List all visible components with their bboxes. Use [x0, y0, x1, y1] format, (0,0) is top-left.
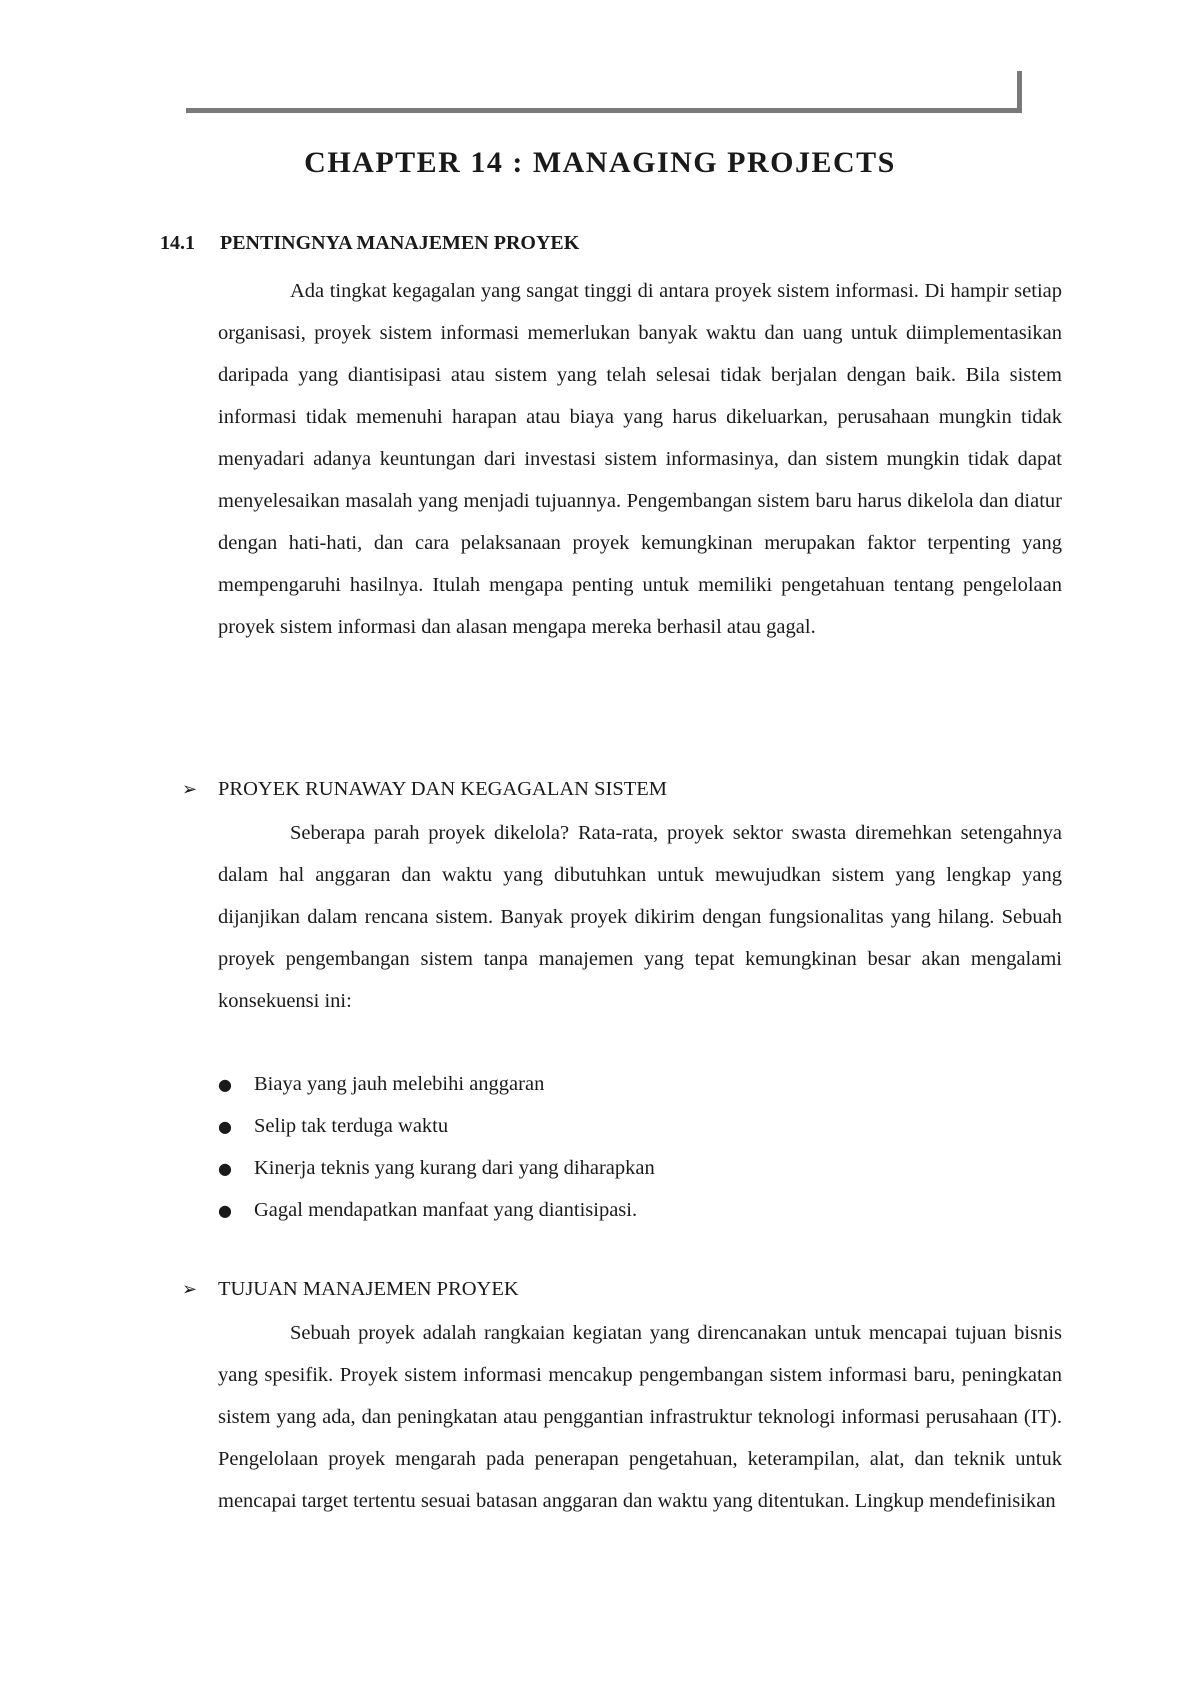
section-title: PENTINGNYA MANAJEMEN PROYEK — [220, 232, 580, 254]
list-item — [218, 1105, 1062, 1147]
subsection-goals-heading — [182, 1278, 519, 1301]
list-item-text: Gagal mendapatkan manfaat yang diantisipasi. — [254, 1199, 638, 1221]
chapter-title: CHAPTER 14 : MANAGING PROJECTS — [304, 146, 896, 179]
subsection-goals-title: TUJUAN MANAJEMEN PROYEK — [218, 1278, 519, 1300]
section-number: 14.1 — [160, 232, 195, 254]
subsection-runaway-title: PROYEK RUNAWAY DAN KEGAGALAN SISTEM — [218, 778, 667, 800]
subsection-goals-paragraph-text: Sebuah proyek adalah rangkaian kegiatan yang direncanakan untuk mencapai tujuan bisnis yang spesifik. Proyek sistem informasi mencakup pengembangan sistem informasi baru, peningkatan sistem yang ada, dan peningkatan atau penggantian infrastruktur teknologi informasi perusahaan (IT). Pengelolaan proyek mengarah pada penerapan pengetahuan, keterampilan, alat, dan teknik untuk mencapai target tertentu sesuai batasan anggaran dan waktu yang ditentukan. Lingkup mendefinisikan — [218, 1322, 1062, 1512]
list-item-text: Selip tak terduga waktu — [254, 1115, 449, 1137]
bullet-dot-icon: ● — [218, 1159, 232, 1178]
list-item — [218, 1189, 1062, 1231]
bullet-dot-icon: ● — [218, 1075, 232, 1094]
subsection-goals-paragraph — [218, 1312, 1062, 1522]
bullet-dot-icon: ● — [218, 1117, 232, 1136]
list-item — [218, 1063, 1062, 1105]
bullet-dot-icon: ● — [218, 1201, 232, 1220]
arrow-bullet-icon: ➢ — [182, 1279, 198, 1300]
section-paragraph — [218, 270, 1062, 648]
subsection-runaway-paragraph — [218, 812, 1062, 1022]
list-item-text: Biaya yang jauh melebihi anggaran — [254, 1073, 545, 1095]
header-rule — [186, 108, 1022, 113]
subsection-runaway-heading — [182, 778, 667, 801]
header-rule-end — [1017, 71, 1022, 113]
section-heading — [160, 232, 579, 255]
arrow-bullet-icon: ➢ — [182, 779, 198, 800]
section-paragraph-text: Ada tingkat kegagalan yang sangat tinggi di antara proyek sistem informasi. Di hampir setiap organisasi, proyek sistem informasi memerlukan banyak waktu dan uang untuk diimplementasikan daripada yang diantisipasi atau sistem yang telah selesai tidak berjalan dengan baik. Bila sistem informasi tidak memenuhi harapan atau biaya yang harus dikeluarkan, perusahaan mungkin tidak menyadari adanya keuntungan dari investasi sistem informasinya, dan sistem mungkin tidak dapat menyelesaikan masalah yang menjadi tujuannya. Pengembangan sistem baru harus dikelola dan diatur dengan hati-hati, dan cara pelaksanaan proyek kemungkinan merupakan faktor terpenting yang mempengaruhi hasilnya. Itulah mengapa penting untuk memiliki pengetahuan tentang pengelolaan proyek sistem informasi dan alasan mengapa mereka berhasil atau gagal. — [218, 280, 1062, 638]
list-item-text: Kinerja teknis yang kurang dari yang diharapkan — [254, 1157, 655, 1179]
list-item — [218, 1147, 1062, 1189]
consequence-list — [218, 1063, 1062, 1231]
subsection-runaway-paragraph-text: Seberapa parah proyek dikelola? Rata-rata, proyek sektor swasta diremehkan setengahnya dalam hal anggaran dan waktu yang dibutuhkan untuk mewujudkan sistem yang lengkap yang dijanjikan dalam rencana sistem. Banyak proyek dikirim dengan fungsionalitas yang hilang. Sebuah proyek pengembangan sistem tanpa manajemen yang tepat kemungkinan besar akan mengalami konsekuensi ini: — [218, 822, 1062, 1012]
